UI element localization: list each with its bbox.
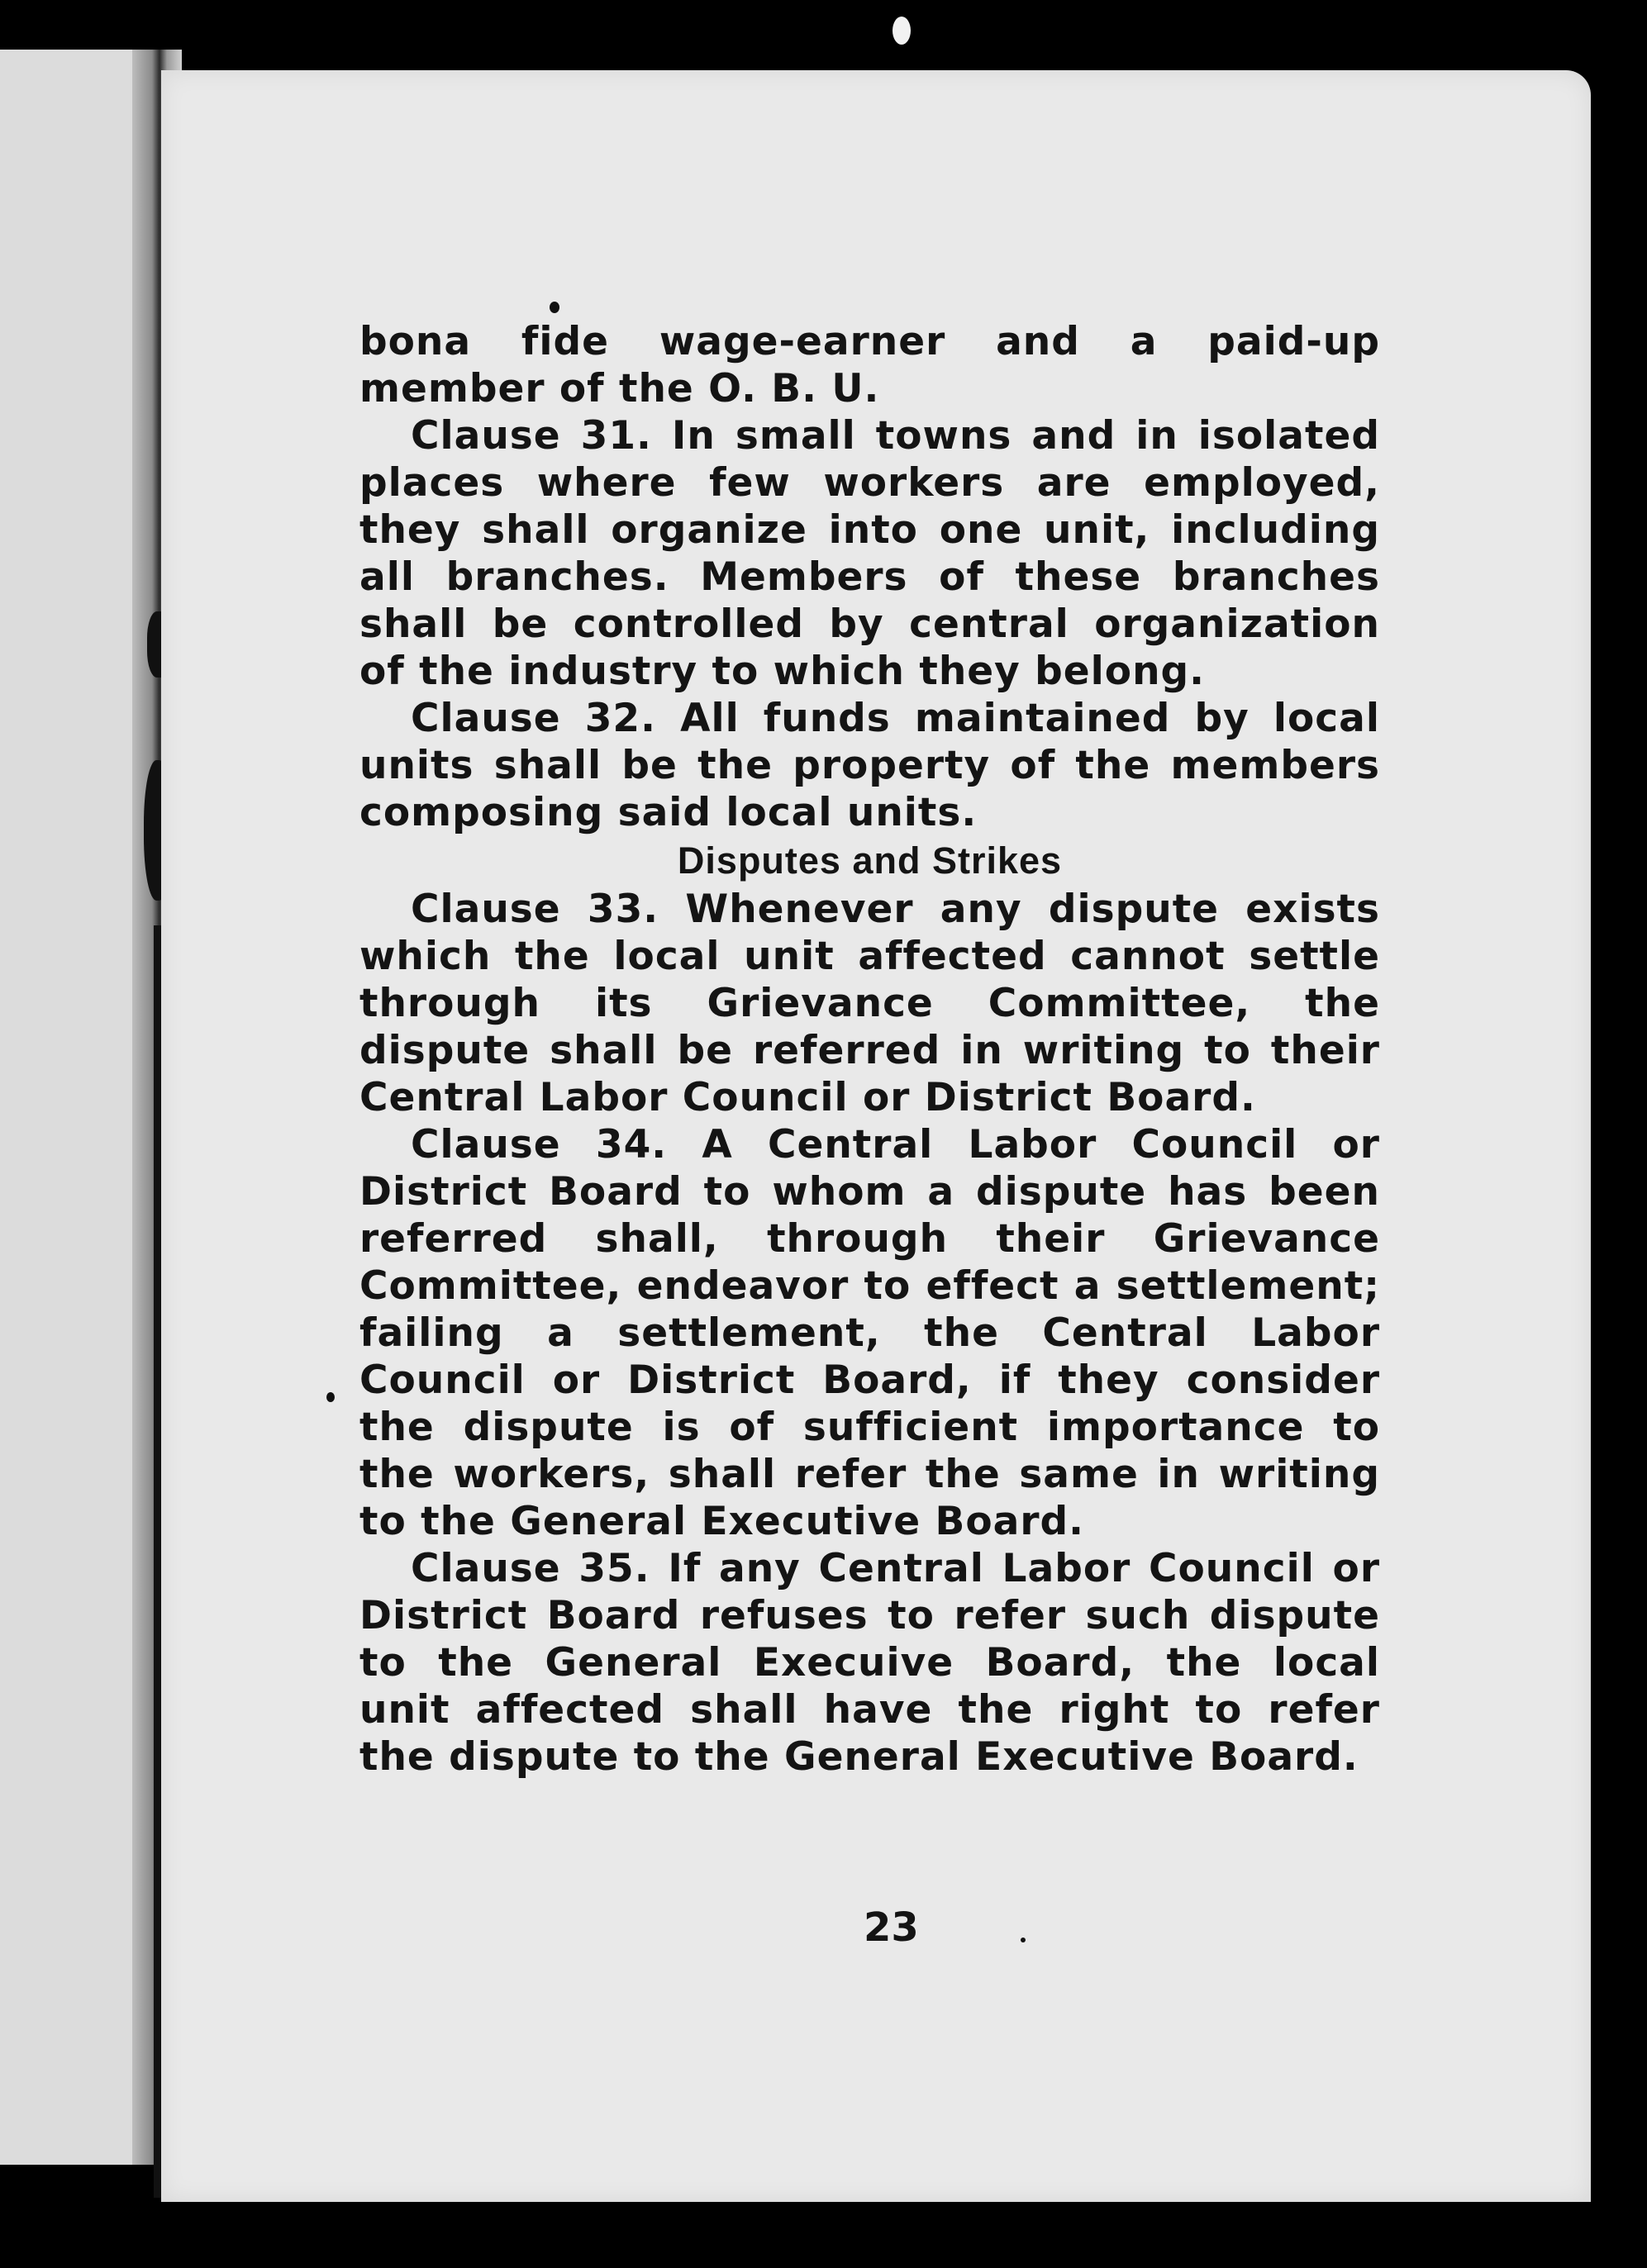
section-heading: Disputes and Strikes [677, 839, 1063, 882]
scan-speck [893, 17, 911, 45]
ink-speck [326, 1392, 335, 1402]
paragraph: bona fide wage-earner and a paid-up member of the O. B. U. [359, 319, 1380, 411]
clause-34: Clause 34. A Central Labor Council or District Board to whom a dispute has been referred shall, through their Grievance Committee, endeavor to effect a settlement; failing a settlement, the Central Labor Council or District Board, if they consider the dispute is of sufficient importance to the workers, shall refer the same in writing to the General Executive Board. [359, 1122, 1380, 1544]
ink-speck [550, 302, 559, 313]
left-page-edge [0, 50, 149, 2165]
clause-32: Clause 32. All funds maintained by local units shall be the property of the members composing said local units. [359, 696, 1380, 835]
page-number: 23 [864, 1904, 919, 1951]
clause-31: Clause 31. In small towns and in isolated places where few workers are employed, they shall organize into one unit, including all branches. Members of these branches shall be controlled by central organization of the industry to which they belong. [359, 413, 1380, 694]
clause-35: Clause 35. If any Central Labor Council or District Board refuses to refer such dispute to the General Execuive Board, the local unit affected shall have the right to refer the dispute to the General Executive Board. [359, 1546, 1380, 1780]
ink-speck [1021, 1938, 1026, 1942]
clause-33: Clause 33. Whenever any dispute exists which the local unit affected cannot settle through its Grievance Committee, the dispute shall be referred in writing to their Central Labor Council or District Board. [359, 887, 1380, 1120]
page-text [359, 318, 1380, 1781]
